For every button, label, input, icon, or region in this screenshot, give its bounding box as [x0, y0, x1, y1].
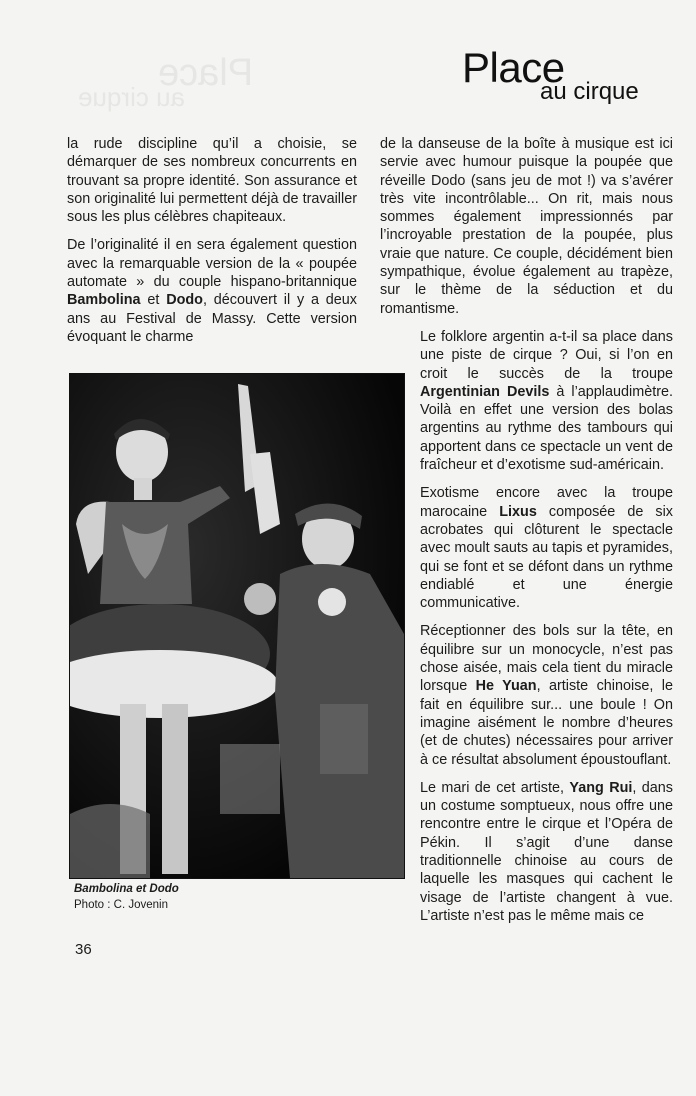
left-paragraph-1: la rude discipline qu’il a choisie, se démarquer de ses nombreux concurrents en trouvant sa propre identité. Son assurance et son originalité lui permettent déjà de travailler sous les plus célèbres chapiteaux.	[67, 136, 357, 226]
right-paragraph-3: Exotisme encore avec la troupe marocaine Lixus composée de six acrobates qui clôturent le spectacle avec moult sauts au tapis et pyramides, qui se font et se défont dans un rythme endiablé et une énergie communicative.	[420, 485, 674, 612]
photo-illustration	[70, 374, 404, 878]
right-paragraph-2: Le folklore argentin a-t-il sa place dans une piste de cirque ? Oui, si l’on en croit le succès de la troupe Argentinian Devils à l’applaudimètre. Voilà en effet une version des bolas argentins au rythme des tambours qui apportent dans ce spectacle un vent de fraîcheur et d’exotisme sud-américain.	[420, 328, 673, 474]
photo-caption	[74, 881, 179, 913]
artist-name-dodo: Dodo	[166, 292, 203, 309]
caption-credit: Photo : C. Jovenin	[74, 899, 168, 911]
show-through-title: Place	[158, 52, 254, 94]
photo-wrap-spacer	[380, 556, 420, 1096]
caption-title: Bambolina et Dodo	[74, 883, 179, 895]
artist-name-yang-rui: Yang Rui	[569, 779, 633, 796]
right-paragraph-5: Le mari de cet artiste, Yang Rui, dans un costume somptueux, nous offre une rencontre entre le cirque et l’Opéra de Pékin. Il s’agit d’une danse traditionnelle chinoise au cours de laquelle les masques qui cachent le visage de l’artiste changent à vue. L’artiste n’est pas le même mais ce	[420, 779, 673, 924]
troupe-name-argentinian-devils: Argentinian Devils	[420, 383, 550, 400]
left-column	[67, 135, 357, 356]
artist-name-he-yuan: He Yuan	[475, 678, 537, 695]
artist-name-bambolina: Bambolina	[67, 292, 141, 309]
header-title: Place	[462, 44, 565, 91]
photo-bambolina-et-dodo	[69, 373, 405, 879]
right-paragraph-1: de la danseuse de la boîte à musique est ici servie avec humour puisque la poupée que réveille Dodo (sans jeu de mot !) va s’avérer très vite incontrôlable... On rit, mais nous sommes également impressionnés par l’incroyable prestation de la poupée, plus vraie que nature. Ce couple, décidément bien sympathique, évolue également au trapèze, sur le thème de la séduction et du romantisme.	[380, 136, 673, 317]
page-number: 36	[75, 941, 92, 958]
troupe-name-lixus: Lixus	[499, 503, 537, 520]
right-paragraph-4: Réceptionner des bols sur la tête, en équilibre sur un monocycle, n’est pas chose aisée, mais cela tient du miracle lorsque He Yuan, artiste chinoise, le fait en équilibre sur... une boule ! On imagine aisément le nombre d’heures (et de chutes) nécessaires pour arriver à ce résultat absolument époustouflant.	[420, 623, 674, 768]
show-through-subtitle: au cirque	[78, 82, 185, 112]
page-header	[462, 44, 639, 105]
right-column	[380, 135, 673, 1096]
left-paragraph-2: De l’originalité il en sera également question avec la remarquable version de la « poupée automate » du couple hispano-britannique Bambolina et Dodo, découvert il y a deux ans au Festival de Massy. Cette version évoquant le charme	[67, 237, 357, 345]
header-subtitle: au cirque	[540, 78, 639, 105]
